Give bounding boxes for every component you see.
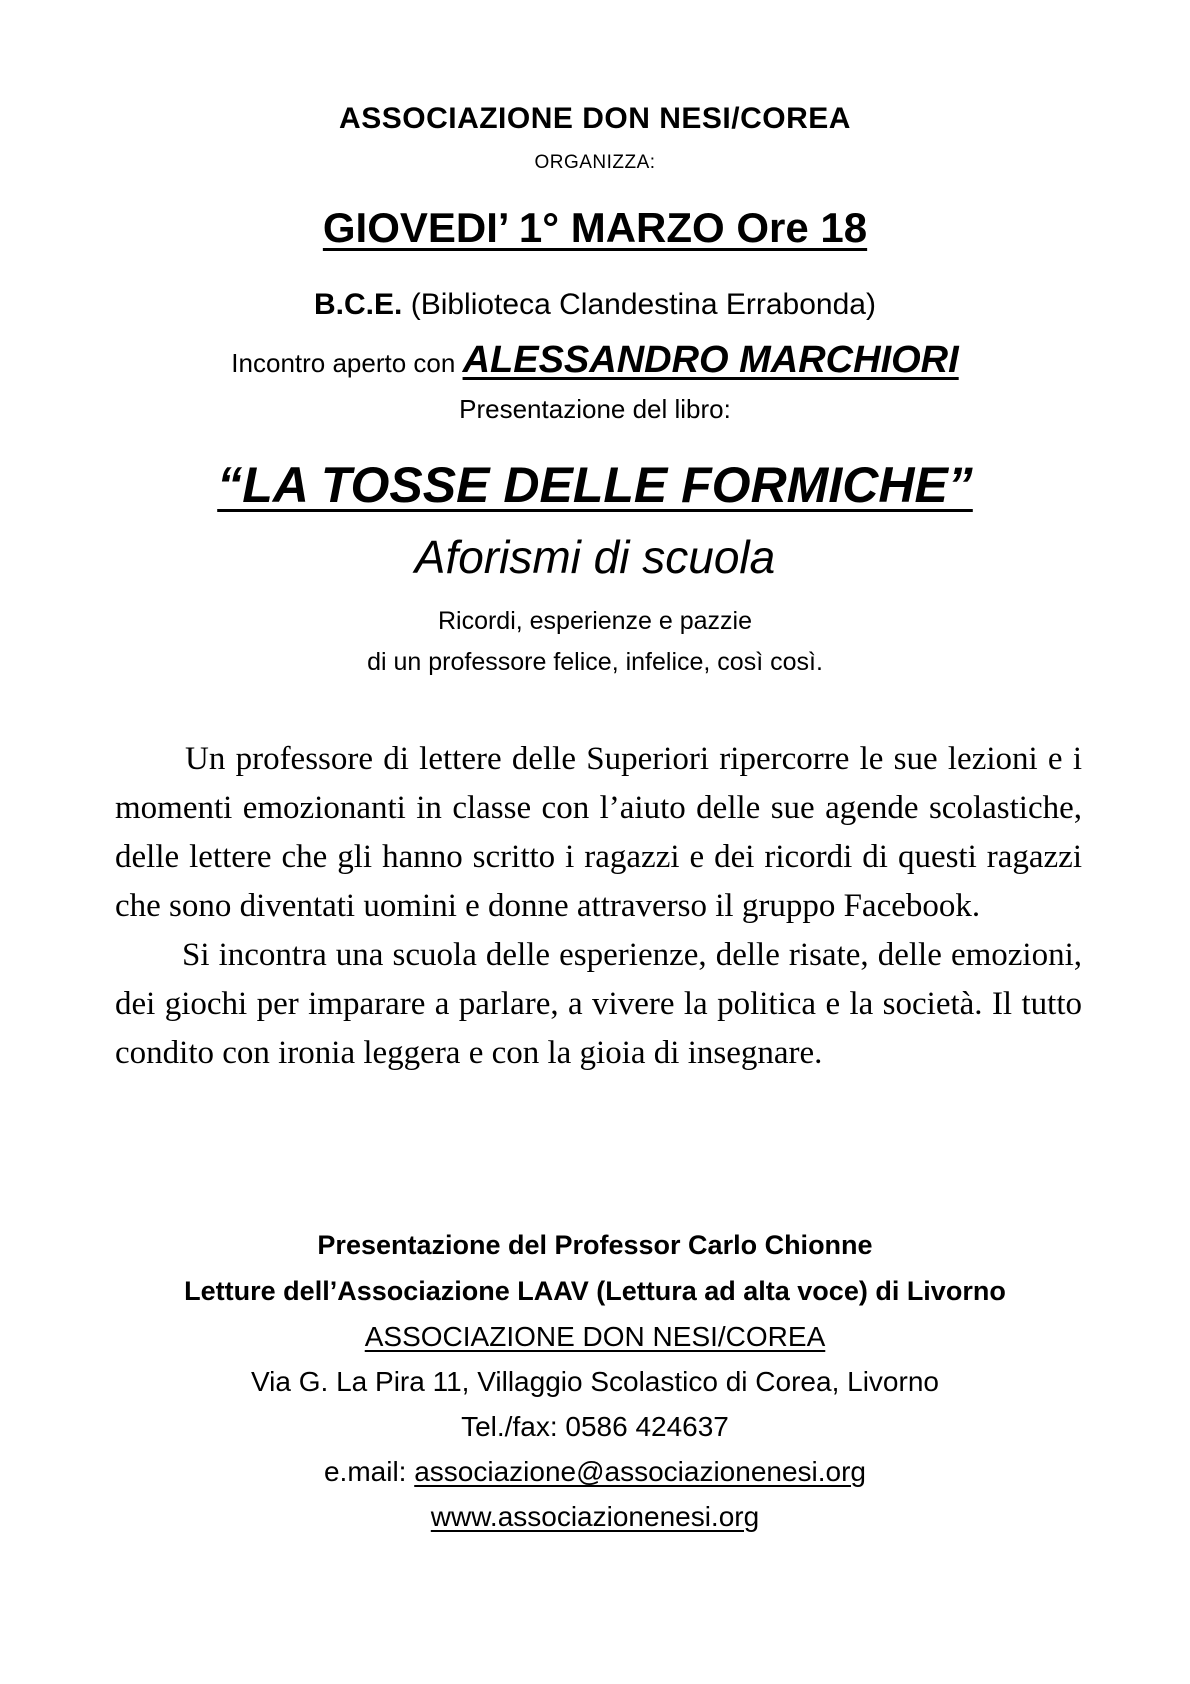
presentation-label: Presentazione del libro: xyxy=(459,394,731,424)
organization-title: ASSOCIAZIONE DON NESI/COREA xyxy=(339,102,851,135)
speaker-name: ALESSANDRO MARCHIORI xyxy=(462,339,959,381)
event-date-time: GIOVEDI’ 1° MARZO Ore 18 xyxy=(322,204,868,251)
book-description xyxy=(115,735,1082,1078)
description-paragraph-1: Un professore di lettere delle Superiori ripercorre le sue lezioni e i momenti emozionanti in classe con l’aiuto delle sue agende scolastiche, delle lettere che gli hanno scritto i ragazzi e dei ricordi di questi ragazzi che sono diventati uomini e donne attraverso il gruppo Facebook. xyxy=(115,741,1082,924)
contact-email-line xyxy=(0,1456,1190,1488)
readings-credit: Letture dell’Associazione LAAV (Lettura ad alta voce) di Livorno xyxy=(184,1276,1006,1306)
contact-phone: Tel./fax: 0586 424637 xyxy=(461,1411,729,1442)
website-link[interactable]: www.associazionenesi.org xyxy=(430,1501,760,1532)
venue-line xyxy=(0,288,1190,322)
book-subtitle: Aforismi di scuola xyxy=(414,531,776,583)
book-tagline-2: di un professore felice, infelice, così così. xyxy=(367,648,823,676)
email-link[interactable]: associazione@associazionenesi.org xyxy=(414,1456,867,1487)
contact-organization[interactable]: ASSOCIAZIONE DON NESI/COREA xyxy=(364,1321,826,1352)
contact-website-line xyxy=(0,1501,1190,1533)
book-title: “LA TOSSE DELLE FORMICHE” xyxy=(217,457,973,513)
contact-address: Via G. La Pira 11, Villaggio Scolastico di Corea, Livorno xyxy=(251,1366,939,1397)
venue-full-name: (Biblioteca Clandestina Errabonda) xyxy=(402,288,876,321)
description-paragraph-2: Si incontra una scuola delle esperienze, delle risate, delle emozioni, dei giochi per imparare a parlare, a vivere la politica e la società. Il tutto condito con ironia leggera e con la gioia di insegnare. xyxy=(115,937,1082,1071)
organizza-label: ORGANIZZA: xyxy=(534,152,656,173)
email-label: e.mail: xyxy=(323,1456,415,1487)
book-tagline-1: Ricordi, esperienze e pazzie xyxy=(437,607,753,635)
venue-abbreviation: B.C.E. xyxy=(314,288,403,321)
meeting-line xyxy=(0,339,1190,382)
meeting-prefix: Incontro aperto con xyxy=(231,348,463,378)
presenter-credit: Presentazione del Professor Carlo Chionne xyxy=(317,1230,873,1260)
